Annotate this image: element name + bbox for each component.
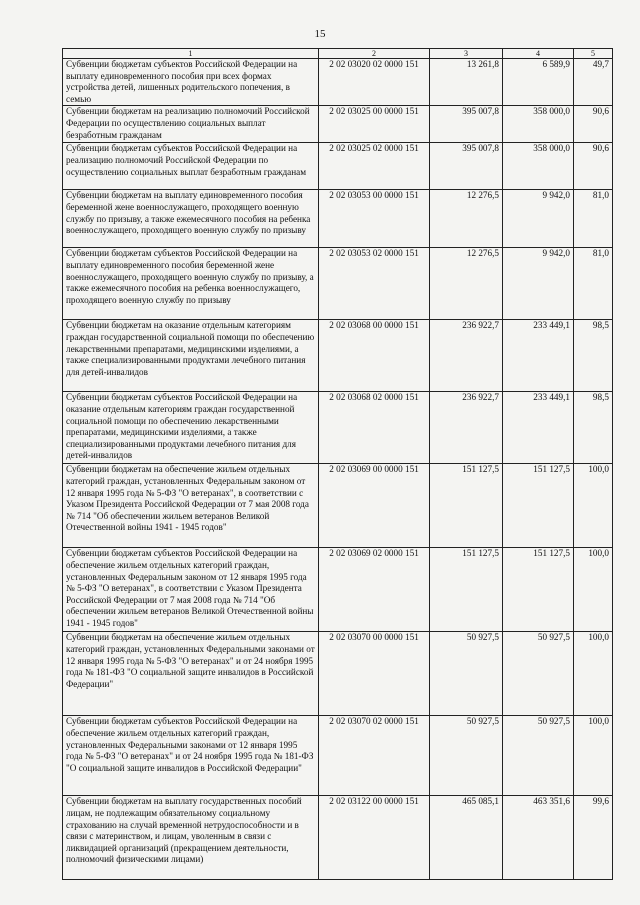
row-percent: 98,5 — [574, 392, 613, 464]
row-plan-value: 236 922,7 — [430, 320, 503, 392]
table-row — [63, 464, 613, 548]
row-actual-value: 463 351,6 — [503, 796, 574, 880]
table-row — [63, 106, 613, 143]
row-code: 2 02 03069 00 0000 151 — [319, 464, 430, 548]
row-code: 2 02 03025 02 0000 151 — [319, 143, 430, 190]
column-header-1: 1 — [63, 49, 319, 59]
row-actual-value: 9 942,0 — [503, 190, 574, 248]
table-row — [63, 320, 613, 392]
table-row — [63, 632, 613, 716]
budget-table — [62, 48, 613, 880]
row-percent: 81,0 — [574, 248, 613, 320]
row-description: Субвенции бюджетам субъектов Российской Федерации на выплату единовременного пособия беременной жене военнослужащего, проходящего военную службу по призыву, а также ежемесячного пособия на ребенка военнослужащего, проходящего военную службу по призыву — [63, 248, 319, 320]
table-row — [63, 248, 613, 320]
table-row — [63, 143, 613, 190]
row-description: Субвенции бюджетам субъектов Российской Федерации на выплату единовременного пособия при всех формах устройства детей, лишенных родительского попечения, в семью — [63, 59, 319, 106]
column-header-3: 3 — [430, 49, 503, 59]
row-percent: 81,0 — [574, 190, 613, 248]
row-description: Субвенции бюджетам на обеспечение жильем отдельных категорий граждан, установленных Федеральным законом от 12 января 1995 года № 5-ФЗ "О ветеранах", в соответствии с Указом Президента Российской Федерации от 7 мая 2008 года № 714 "Об обеспечении жильем ветеранов Великой Отечественной войны 1941 - 1945 годов" — [63, 464, 319, 548]
row-actual-value: 233 449,1 — [503, 320, 574, 392]
row-actual-value: 6 589,9 — [503, 59, 574, 106]
row-plan-value: 50 927,5 — [430, 632, 503, 716]
row-plan-value: 12 276,5 — [430, 190, 503, 248]
table-row — [63, 548, 613, 632]
column-header-5: 5 — [574, 49, 613, 59]
row-description: Субвенции бюджетам на обеспечение жильем отдельных категорий граждан, установленных Федеральными законами от 12 января 1995 года № 5-ФЗ "О ветеранах" и от 24 ноября 1995 года № 181-ФЗ "О социальной защите инвалидов в Российской Федерации" — [63, 632, 319, 716]
page-number: 15 — [314, 28, 326, 40]
row-actual-value: 233 449,1 — [503, 392, 574, 464]
row-code: 2 02 03122 00 0000 151 — [319, 796, 430, 880]
table-row — [63, 59, 613, 106]
header-row — [63, 49, 613, 59]
row-percent: 98,5 — [574, 320, 613, 392]
row-code: 2 02 03070 00 0000 151 — [319, 632, 430, 716]
row-description: Субвенции бюджетам субъектов Российской Федерации на оказание отдельным категориям граждан государственной социальной помощи по обеспечению лекарственными препаратами, медицинскими изделиями, а также специализированными продуктами лечебного питания для детей-инвалидов — [63, 392, 319, 464]
column-header-4: 4 — [503, 49, 574, 59]
row-description: Субвенции бюджетам субъектов Российской Федерации на обеспечение жильем отдельных категорий граждан, установленных Федеральными законами от 12 января 1995 года № 5-ФЗ "О ветеранах" и от 24 ноября 1995 года № 181-ФЗ "О социальной защите инвалидов в Российской Федерации" — [63, 716, 319, 796]
row-percent: 99,6 — [574, 796, 613, 880]
row-plan-value: 465 085,1 — [430, 796, 503, 880]
row-percent: 100,0 — [574, 464, 613, 548]
row-code: 2 02 03068 00 0000 151 — [319, 320, 430, 392]
row-plan-value: 151 127,5 — [430, 548, 503, 632]
row-description: Субвенции бюджетам на выплату государственных пособий лицам, не подлежащим обязательному социальному страхованию на случай временной нетрудоспособности и в связи с материнством, и лицам, уволенным в связи с ликвидацией организаций (прекращением деятельности, полномочий физическими лицами) — [63, 796, 319, 880]
row-description: Субвенции бюджетам на выплату единовременного пособия беременной жене военнослужащего, проходящего военную службу по призыву, а также ежемесячного пособия на ребенка военнослужащего, проходящего военную службу по призыву — [63, 190, 319, 248]
row-percent: 49,7 — [574, 59, 613, 106]
row-actual-value: 151 127,5 — [503, 464, 574, 548]
row-code: 2 02 03068 02 0000 151 — [319, 392, 430, 464]
row-code: 2 02 03069 02 0000 151 — [319, 548, 430, 632]
row-actual-value: 151 127,5 — [503, 548, 574, 632]
row-plan-value: 50 927,5 — [430, 716, 503, 796]
row-percent: 90,6 — [574, 106, 613, 143]
row-actual-value: 358 000,0 — [503, 106, 574, 143]
row-actual-value: 9 942,0 — [503, 248, 574, 320]
row-description: Субвенции бюджетам субъектов Российской Федерации на реализацию полномочий Российской Федерации по осуществлению социальных выплат безработным гражданам — [63, 143, 319, 190]
row-percent: 100,0 — [574, 632, 613, 716]
table-row — [63, 716, 613, 796]
row-plan-value: 395 007,8 — [430, 106, 503, 143]
row-plan-value: 12 276,5 — [430, 248, 503, 320]
row-description: Субвенции бюджетам субъектов Российской Федерации на обеспечение жильем отдельных категорий граждан, установленных Федеральным законом от 12 января 1995 года № 5-ФЗ "О ветеранах", в соответствии с Указом Президента Российской Федерации от 7 мая 2008 года № 714 "Об обеспечении жильем ветеранов Великой Отечественной войны 1941 - 1945 годов" — [63, 548, 319, 632]
table-row — [63, 796, 613, 880]
row-code: 2 02 03053 00 0000 151 — [319, 190, 430, 248]
row-code: 2 02 03025 00 0000 151 — [319, 106, 430, 143]
table-row — [63, 190, 613, 248]
column-header-2: 2 — [319, 49, 430, 59]
row-percent: 100,0 — [574, 716, 613, 796]
row-code: 2 02 03070 02 0000 151 — [319, 716, 430, 796]
row-description: Субвенции бюджетам на реализацию полномочий Российской Федерации по осуществлению социальных выплат безработным гражданам — [63, 106, 319, 143]
row-actual-value: 50 927,5 — [503, 716, 574, 796]
row-actual-value: 50 927,5 — [503, 632, 574, 716]
row-description: Субвенции бюджетам на оказание отдельным категориям граждан государственной социальной помощи по обеспечению лекарственными препаратами, медицинскими изделиями, а также специализированными продуктами лечебного питания для детей-инвалидов — [63, 320, 319, 392]
row-percent: 100,0 — [574, 548, 613, 632]
row-plan-value: 13 261,8 — [430, 59, 503, 106]
row-plan-value: 151 127,5 — [430, 464, 503, 548]
row-plan-value: 236 922,7 — [430, 392, 503, 464]
row-code: 2 02 03020 02 0000 151 — [319, 59, 430, 106]
table-row — [63, 392, 613, 464]
row-code: 2 02 03053 02 0000 151 — [319, 248, 430, 320]
row-percent: 90,6 — [574, 143, 613, 190]
row-plan-value: 395 007,8 — [430, 143, 503, 190]
row-actual-value: 358 000,0 — [503, 143, 574, 190]
